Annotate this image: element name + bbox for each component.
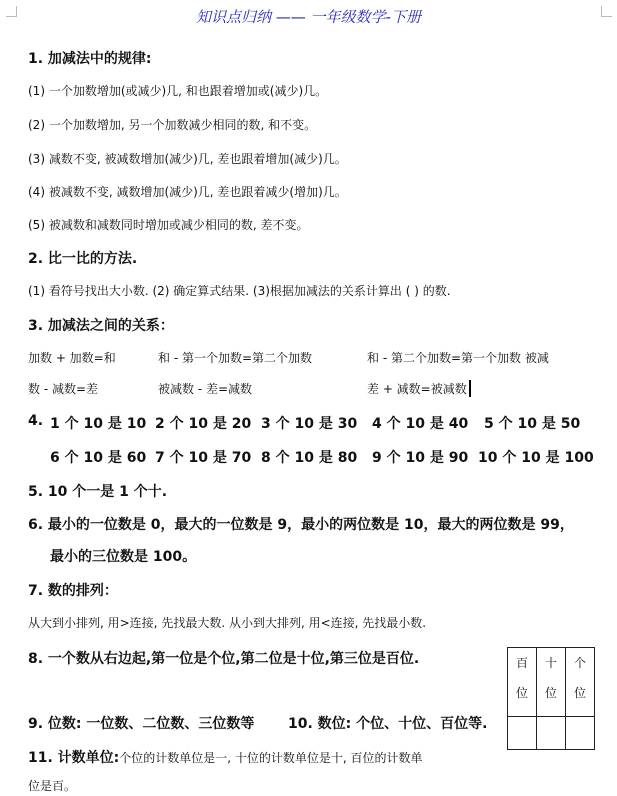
section-11-text: 个位的计数单位是一, 十位的计数单位是十, 百位的计数单 xyxy=(119,751,423,765)
relation-formula: 差 + 减数=被减数 xyxy=(367,380,471,397)
section-10: 10. 数位: 个位、十位、百位等. xyxy=(288,716,488,732)
tens-fact: 10 个 10 是 100 xyxy=(478,450,594,466)
ordering-rule: 从大到小排列, 用>连接, 先找最大数. 从小到大排列, 用<连接, 先找最小数. xyxy=(28,616,427,630)
section-8: 8. 一个数从右边起,第一位是个位,第二位是十位,第三位是百位. xyxy=(28,651,420,667)
place-value-cell: 个 位 xyxy=(566,648,595,717)
section-9: 9. 位数: 一位数、二位数、三位数等 xyxy=(28,716,255,732)
tens-fact: 8 个 10 是 80 xyxy=(261,450,358,466)
section-2-heading: 2. 比一比的方法. xyxy=(28,251,138,267)
section-3-heading: 3. 加减法之间的关系： xyxy=(28,318,174,334)
tens-fact: 4 个 10 是 40 xyxy=(372,416,469,432)
place-value-blank-cell xyxy=(508,717,537,750)
text-cursor xyxy=(469,380,471,397)
document-title: 知识点归纳 —— 一年级数学-下册 xyxy=(196,8,421,26)
section-7-heading: 7. 数的排列： xyxy=(28,583,118,599)
section-4-label: 4. xyxy=(28,413,44,429)
section-1-heading: 1. 加减法中的规律: xyxy=(28,51,152,67)
tens-fact: 2 个 10 是 20 xyxy=(155,416,252,432)
place-value-cell: 十 位 xyxy=(537,648,566,717)
section-6-line: 最小的三位数是 100。 xyxy=(50,549,197,565)
relation-formula: 被减数 - 差=减数 xyxy=(158,382,253,396)
tens-fact: 9 个 10 是 90 xyxy=(372,450,469,466)
tens-fact: 7 个 10 是 70 xyxy=(155,450,252,466)
place-value-blank-cell xyxy=(537,717,566,750)
section-6-line: 6. 最小的一位数是 0，最大的一位数是 9，最小的两位数是 10，最大的两位数是 99， xyxy=(28,517,574,533)
relation-formula: 数 - 减数=差 xyxy=(28,382,99,396)
relation-formula: 和 - 第二个加数=第一个加数 被减 xyxy=(367,351,549,365)
section-11-label: 11. 计数单位: xyxy=(28,750,120,766)
rule-item: (2) 一个加数增加, 另一个加数减少相同的数, 和不变。 xyxy=(28,118,317,132)
comparison-methods: (1) 看符号找出大小数. (2) 确定算式结果. (3)根据加减法的关系计算出 ( ) 的数. xyxy=(28,284,451,298)
place-value-table xyxy=(507,647,595,750)
section-11 xyxy=(28,747,423,767)
section-5: 5. 10 个一是 1 个十. xyxy=(28,484,168,500)
rule-item: (5) 被减数和减数同时增加或减少相同的数, 差不变。 xyxy=(28,218,309,232)
section-11-continuation: 位是百。 xyxy=(28,779,77,793)
rule-item: (1) 一个加数增加(或减少)几, 和也跟着增加或(减少)几。 xyxy=(28,84,328,98)
tens-fact: 3 个 10 是 30 xyxy=(261,416,358,432)
relation-formula: 和 - 第一个加数=第二个加数 xyxy=(158,351,313,365)
tens-fact: 1 个 10 是 10 xyxy=(50,416,147,432)
relation-formula: 加数 + 加数=和 xyxy=(28,351,116,365)
tens-fact: 6 个 10 是 60 xyxy=(50,450,147,466)
rule-item: (3) 减数不变, 被减数增加(减少)几, 差也跟着增加(减少)几。 xyxy=(28,152,347,166)
place-value-cell: 百 位 xyxy=(508,648,537,717)
rule-item: (4) 被减数不变, 减数增加(减少)几, 差也跟着减少(增加)几。 xyxy=(28,185,347,199)
tens-fact: 5 个 10 是 50 xyxy=(484,416,581,432)
place-value-blank-cell xyxy=(566,717,595,750)
